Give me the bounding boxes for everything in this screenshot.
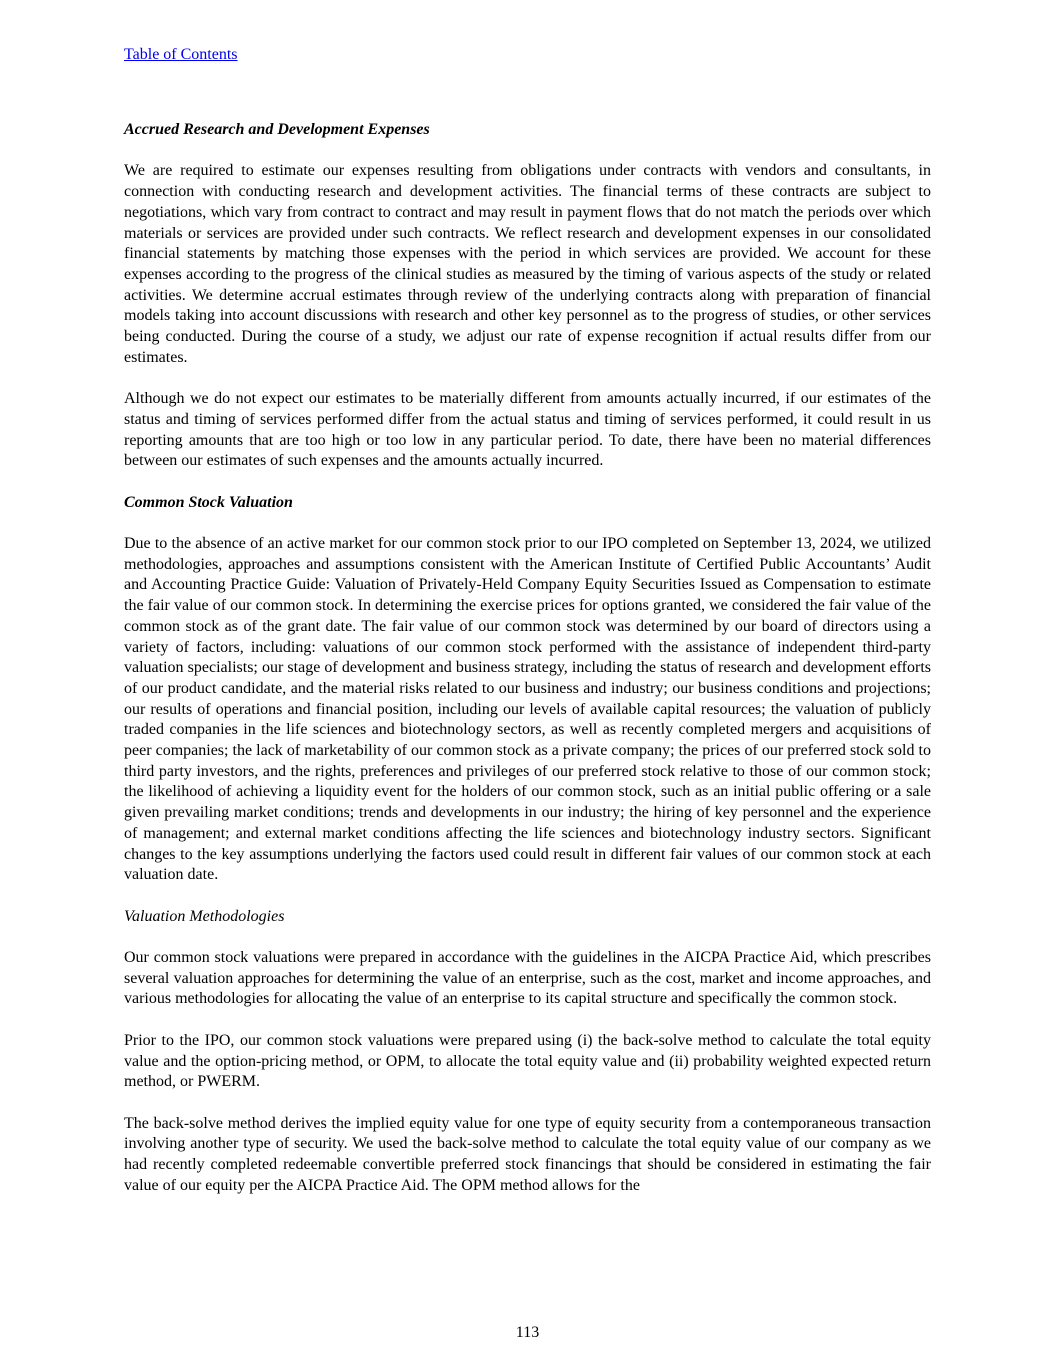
table-of-contents-link[interactable]: Table of Contents <box>124 46 238 63</box>
paragraph-accrued-2: Although we do not expect our estimates to be materially different from amounts actually incurred, if our estimates of the status and timing of services performed differ from the actual status and timing of services performed, it could result in us reporting amounts that are too high or too low in any particular period. To date, there have been no material differences between our estimates of such expenses and the amounts actually incurred. <box>124 390 931 470</box>
paragraph-common-stock-1: Due to the absence of an active market for our common stock prior to our IPO completed on September 13, 2024, we utilized methodologies, approaches and assumptions consistent with the American Institute of Certified Public Accountants’ Audit and Accounting Practice Guide: Valuation of Privately-Held Company Equity Securities Issued as Compensation to estimate the fair value of our common stock. In determining the exercise prices for options granted, we considered the fair value of the common stock as of the grant date. The fair value of our common stock was determined by our board of directors using a variety of factors, including: valuations of our common stock performed with the assistance of independent third-party valuation specialists; our stage of development and business strategy, including the status of research and development efforts of our product candidate, and the material risks related to our business and industry; our business conditions and projections; our results of operations and financial position, including our levels of available capital resources; the valuation of publicly traded companies in the life sciences and biotechnology sectors, as well as recently completed mergers and acquisitions of peer companies; the lack of marketability of our common stock as a private company; the prices of our preferred stock sold to third party investors, and the rights, preferences and privileges of our preferred stock relative to those of our common stock; the likelihood of achieving a liquidity event for the holders of our common stock, such as an initial public offering or a sale given prevailing market conditions; trends and developments in our industry; the hiring of key personnel and the experience of management; and external market conditions affecting the life sciences and biotechnology industry sectors. Significant changes to the key assumptions underlying the factors used could result in different fair values of our common stock at each valuation date. <box>124 535 931 884</box>
paragraph-valuation-3: The back-solve method derives the implied equity value for one type of equity security from a contemporaneous transaction involving another type of security. We used the back-solve method to calculate the total equity value of our company as we had recently completed redeemable convertible preferred stock financings that should be considered in estimating the fair value of our equity per the AICPA Practice Aid. The OPM method allows for the <box>124 1114 931 1194</box>
paragraph-valuation-2: Prior to the IPO, our common stock valuations were prepared using (i) the back-solve method to calculate the total equity value and the option-pricing method, or OPM, to allocate the total equity value and (ii) probability weighted expected return method, or PWERM. <box>124 1031 931 1091</box>
heading-valuation-methodologies: Valuation Methodologies <box>124 907 285 925</box>
document-body <box>124 120 931 1217</box>
paragraph-accrued-1: We are required to estimate our expenses resulting from obligations under contracts with vendors and consultants, in connection with conducting research and development activities. The financial terms of these contracts are subject to negotiations, which vary from contract to contract and may result in payment flows that do not match the periods over which materials or services are provided under such contracts. We reflect research and development expenses in our consolidated financial statements by matching those expenses with the period in which services are provided. We account for these expenses according to the progress of the clinical studies as measured by the timing of various aspects of the study or related activities. We determine accrual estimates through review of the underlying contracts along with preparation of financial models taking into account discussions with research and other key personnel as to the progress of studies, or other services being conducted. During the course of a study, we adjust our rate of expense recognition if actual results differ from our estimates. <box>124 162 931 366</box>
page-number: 113 <box>515 1324 540 1341</box>
heading-common-stock-valuation: Common Stock Valuation <box>124 493 293 511</box>
heading-accrued-research-development: Accrued Research and Development Expenses <box>124 121 430 138</box>
paragraph-valuation-1: Our common stock valuations were prepared in accordance with the guidelines in the AICPA Practice Aid, which prescribes several valuation approaches for determining the value of an enterprise, such as the cost, market and income approaches, and various methodologies for allocating the value of an enterprise to its capital structure and specifically the common stock. <box>124 949 931 1008</box>
